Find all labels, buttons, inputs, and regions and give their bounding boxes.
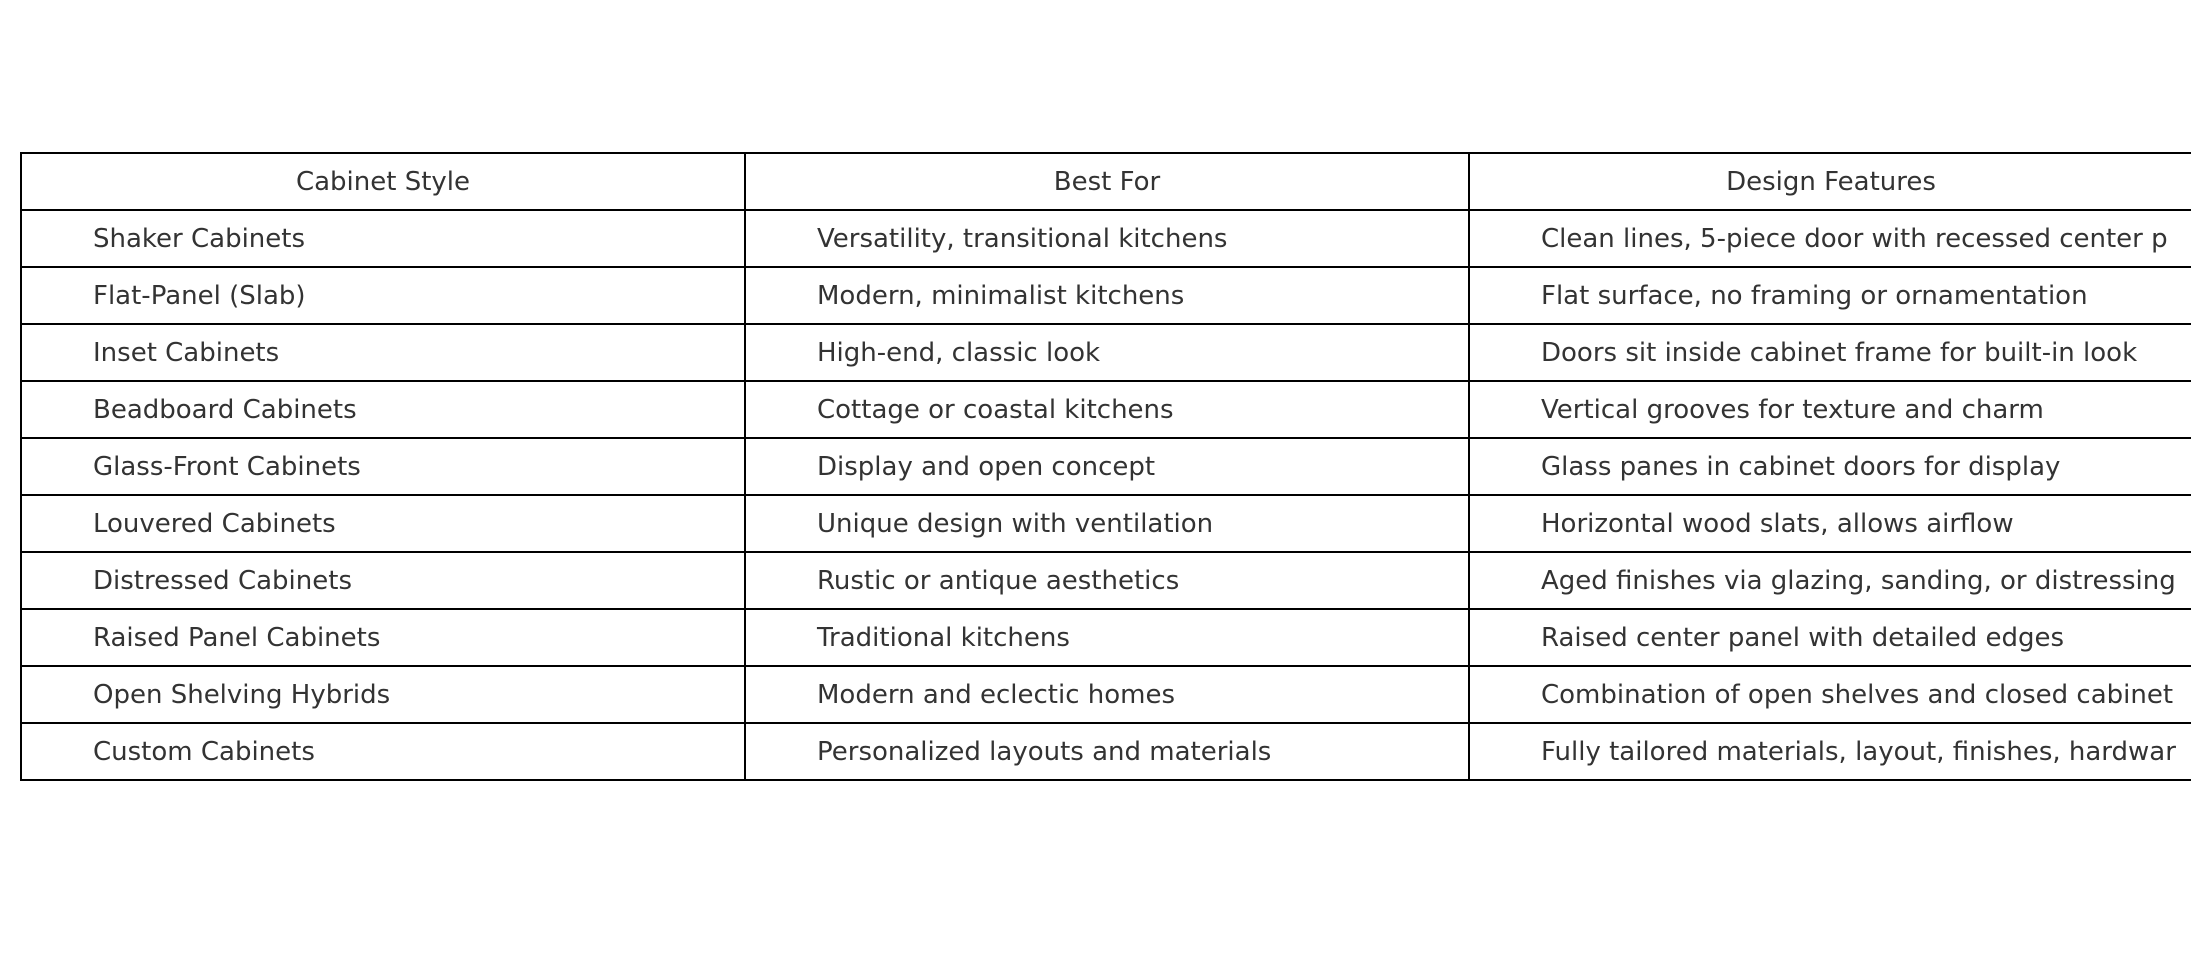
table-row [21,324,2191,381]
cell-cabinet-style: Beadboard Cabinets [21,381,745,438]
cell-best-for: High-end, classic look [745,324,1469,381]
cell-best-for: Modern, minimalist kitchens [745,267,1469,324]
cell-design-features: Fully tailored materials, layout, finishes, hardwar [1469,723,2191,780]
cell-design-features: Aged finishes via glazing, sanding, or distressing [1469,552,2191,609]
cabinet-styles-table-container [20,152,2191,781]
cell-design-features: Doors sit inside cabinet frame for built-in look [1469,324,2191,381]
cell-best-for: Display and open concept [745,438,1469,495]
cell-cabinet-style: Louvered Cabinets [21,495,745,552]
column-header-design-features: Design Features [1469,153,2191,210]
cell-cabinet-style: Custom Cabinets [21,723,745,780]
cell-design-features: Raised center panel with detailed edges [1469,609,2191,666]
cell-best-for: Modern and eclectic homes [745,666,1469,723]
cell-best-for: Traditional kitchens [745,609,1469,666]
cell-design-features: Flat surface, no framing or ornamentation [1469,267,2191,324]
cell-best-for: Versatility, transitional kitchens [745,210,1469,267]
cell-best-for: Rustic or antique aesthetics [745,552,1469,609]
column-header-cabinet-style: Cabinet Style [21,153,745,210]
cell-design-features: Horizontal wood slats, allows airflow [1469,495,2191,552]
cell-cabinet-style: Inset Cabinets [21,324,745,381]
cell-cabinet-style: Flat-Panel (Slab) [21,267,745,324]
cell-best-for: Cottage or coastal kitchens [745,381,1469,438]
table-header-row [21,153,2191,210]
table-row [21,552,2191,609]
cell-cabinet-style: Glass-Front Cabinets [21,438,745,495]
table-row [21,210,2191,267]
table-row [21,438,2191,495]
cell-best-for: Unique design with ventilation [745,495,1469,552]
table-row [21,723,2191,780]
column-header-best-for: Best For [745,153,1469,210]
table-row [21,609,2191,666]
figure-right-edge [2191,0,2210,964]
table-row [21,267,2191,324]
cell-design-features: Combination of open shelves and closed cabinet [1469,666,2191,723]
cabinet-styles-table [20,152,2191,781]
table-row [21,666,2191,723]
cell-cabinet-style: Raised Panel Cabinets [21,609,745,666]
cell-cabinet-style: Shaker Cabinets [21,210,745,267]
cell-cabinet-style: Open Shelving Hybrids [21,666,745,723]
cell-best-for: Personalized layouts and materials [745,723,1469,780]
table-row [21,495,2191,552]
cell-design-features: Glass panes in cabinet doors for display [1469,438,2191,495]
table-row [21,381,2191,438]
cell-cabinet-style: Distressed Cabinets [21,552,745,609]
cell-design-features: Clean lines, 5-piece door with recessed center p [1469,210,2191,267]
cell-design-features: Vertical grooves for texture and charm [1469,381,2191,438]
